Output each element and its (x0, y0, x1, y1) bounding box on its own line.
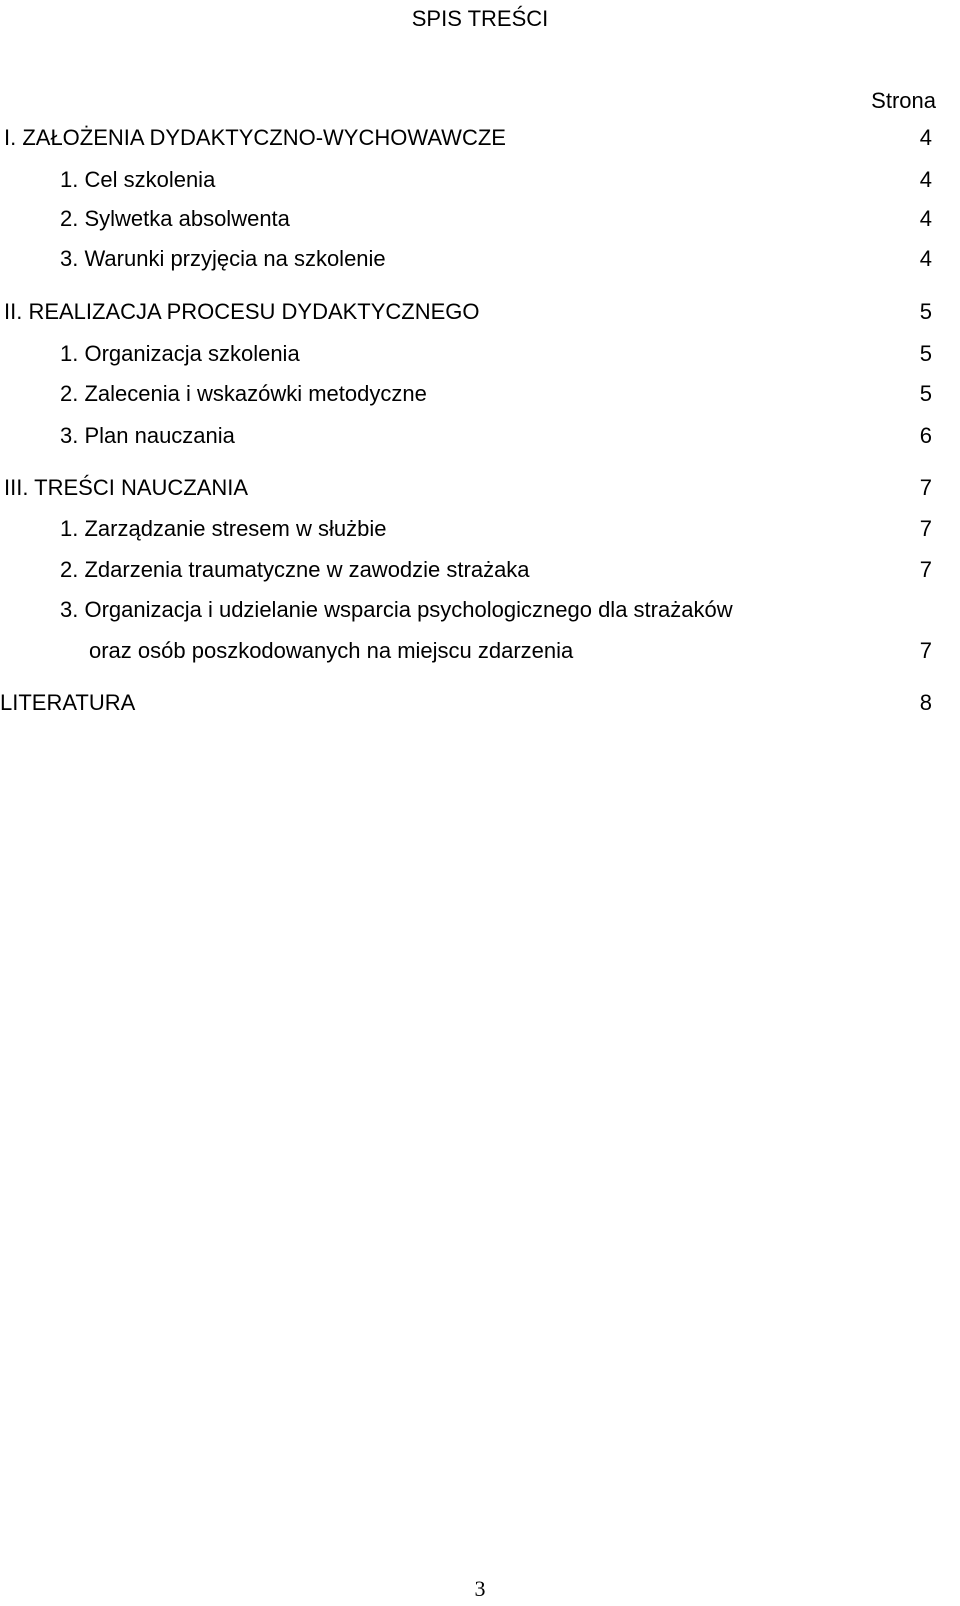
toc-entry-text: 1. Zarządzanie stresem w służbie (60, 516, 387, 541)
toc-subsection-1-2 (0, 204, 936, 234)
toc-entry-page: 5 (919, 299, 932, 324)
toc-entry-text: 3. Plan nauczania (60, 423, 235, 448)
toc-entry-page: 4 (919, 125, 932, 150)
toc-subsection-3-3 (0, 595, 936, 625)
toc-section-3 (0, 473, 936, 503)
toc-entry-page: 7 (919, 516, 932, 541)
toc-literature (0, 688, 936, 718)
toc-entry-text: 2. Zalecenia i wskazówki metodyczne (60, 381, 427, 406)
toc-entry-text: III. TREŚCI NAUCZANIA (4, 475, 249, 500)
page-column-header: Strona (871, 88, 936, 113)
toc-entry-page: 4 (919, 167, 932, 192)
toc-entry-text: 3. Organizacja i udzielanie wsparcia psychologicznego dla strażaków (60, 597, 733, 622)
toc-subsection-3-3-continuation (0, 636, 936, 666)
toc-entry-page: 7 (919, 557, 932, 582)
toc-entry-page: 5 (919, 381, 932, 406)
toc-entry-text: 1. Cel szkolenia (60, 167, 216, 192)
toc-entry-text: 2. Sylwetka absolwenta (60, 206, 290, 231)
toc-section-2 (0, 297, 936, 327)
toc-entry-text: LITERATURA (0, 690, 136, 715)
toc-subsection-3-1 (0, 514, 936, 544)
toc-subsection-3-2 (0, 555, 936, 585)
toc-entry-text: 1. Organizacja szkolenia (60, 341, 300, 366)
toc-entry-page: 7 (919, 475, 932, 500)
toc-entry-text: 2. Zdarzenia traumatyczne w zawodzie strażaka (60, 557, 530, 582)
toc-entry-text: oraz osób poszkodowanych na miejscu zdarzenia (89, 638, 574, 663)
toc-entry-page: 5 (919, 341, 932, 366)
toc-subsection-2-1 (0, 339, 936, 369)
toc-entry-page: 7 (919, 638, 932, 663)
toc-subsection-2-2 (0, 379, 936, 409)
toc-entry-page: 4 (919, 246, 932, 271)
toc-subsection-1-1 (0, 165, 936, 195)
toc-subsection-1-3 (0, 244, 936, 274)
toc-entry-page: 6 (919, 423, 932, 448)
toc-entry-page: 8 (919, 690, 932, 715)
toc-subsection-2-3 (0, 421, 936, 451)
toc-entry-page: 4 (919, 206, 932, 231)
page-number: 3 (474, 1576, 486, 1601)
toc-entry-text: II. REALIZACJA PROCESU DYDAKTYCZNEGO (4, 299, 480, 324)
toc-entry-text: 3. Warunki przyjęcia na szkolenie (60, 246, 386, 271)
toc-entry-text: I. ZAŁOŻENIA DYDAKTYCZNO-WYCHOWAWCZE (4, 125, 506, 150)
toc-title: SPIS TREŚCI (411, 6, 549, 31)
toc-section-1 (0, 123, 936, 153)
